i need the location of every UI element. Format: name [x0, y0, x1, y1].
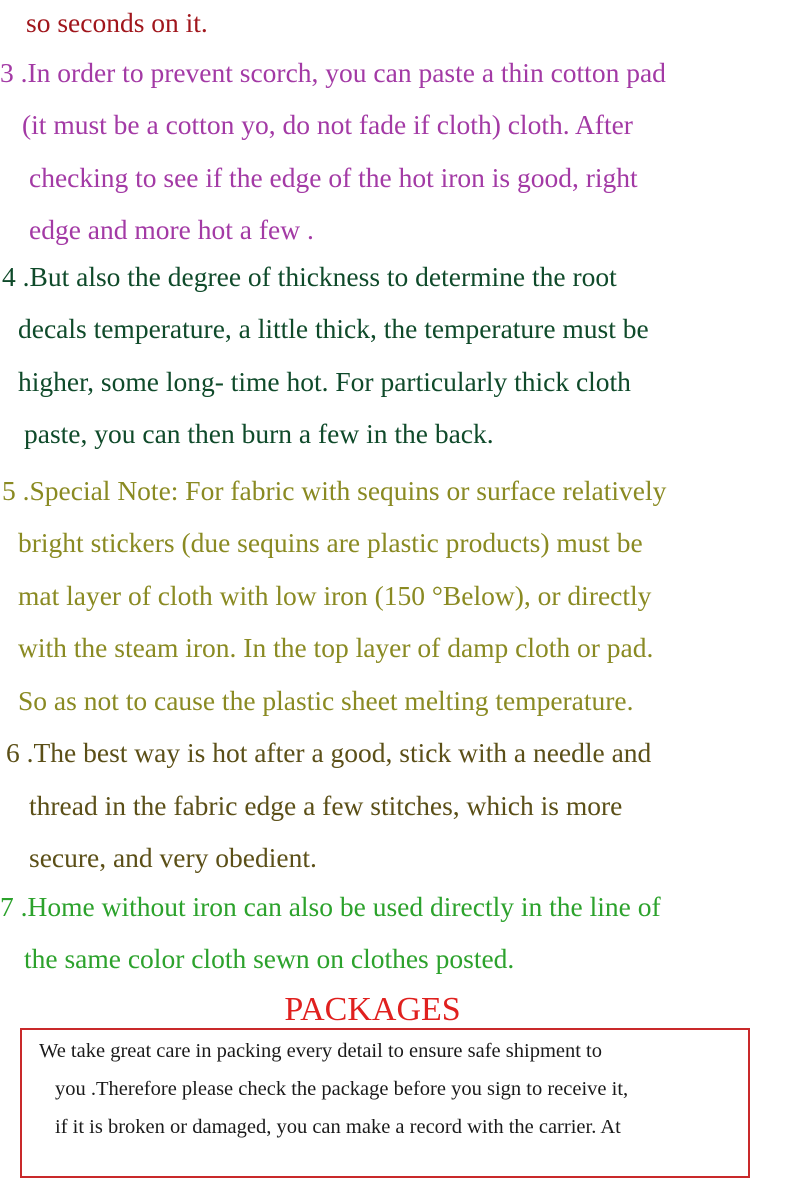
packages-notice-line: We take great care in packing every detail to ensure safe shipment to — [39, 1040, 602, 1062]
packages-notice-box — [20, 1028, 750, 1178]
step-3-line: checking to see if the edge of the hot iron is good, right — [29, 162, 638, 193]
step-4-line: decals temperature, a little thick, the temperature must be — [18, 313, 649, 344]
step-6-line: thread in the fabric edge a few stitches, which is more — [29, 790, 623, 821]
step-3-line: edge and more hot a few . — [29, 214, 314, 245]
step-5-line: 5 .Special Note: For fabric with sequins or surface relatively — [2, 475, 667, 506]
step-7-line: 7 .Home without iron can also be used directly in the line of — [0, 891, 661, 922]
step-5-line: So as not to cause the plastic sheet melting temperature. — [18, 685, 634, 716]
step-6-line: secure, and very obedient. — [29, 842, 317, 873]
packages-notice-line: you .Therefore please check the package before you sign to receive it, — [55, 1078, 629, 1100]
step-4-line: higher, some long- time hot. For particularly thick cloth — [18, 366, 631, 397]
step-4-line: 4 .But also the degree of thickness to determine the root — [2, 261, 617, 292]
step-5-line: mat layer of cloth with low iron (150 °Below), or directly — [18, 580, 652, 611]
step-3-line: 3 .In order to prevent scorch, you can paste a thin cotton pad — [0, 57, 666, 88]
packages-title: PACKAGES — [284, 991, 461, 1028]
step-6-line: 6 .The best way is hot after a good, stick with a needle and — [6, 737, 652, 768]
step-7-line: the same color cloth sewn on clothes posted. — [24, 943, 515, 974]
step-4-line: paste, you can then burn a few in the back. — [24, 418, 494, 449]
step-5-line: with the steam iron. In the top layer of damp cloth or pad. — [18, 632, 654, 663]
packages-notice-line: if it is broken or damaged, you can make a record with the carrier. At — [55, 1116, 621, 1138]
step-5-line: bright stickers (due sequins are plastic products) must be — [18, 527, 643, 558]
step-3-line: (it must be a cotton yo, do not fade if cloth) cloth. After — [22, 109, 633, 140]
intro-tail-text: so seconds on it. — [26, 7, 208, 38]
